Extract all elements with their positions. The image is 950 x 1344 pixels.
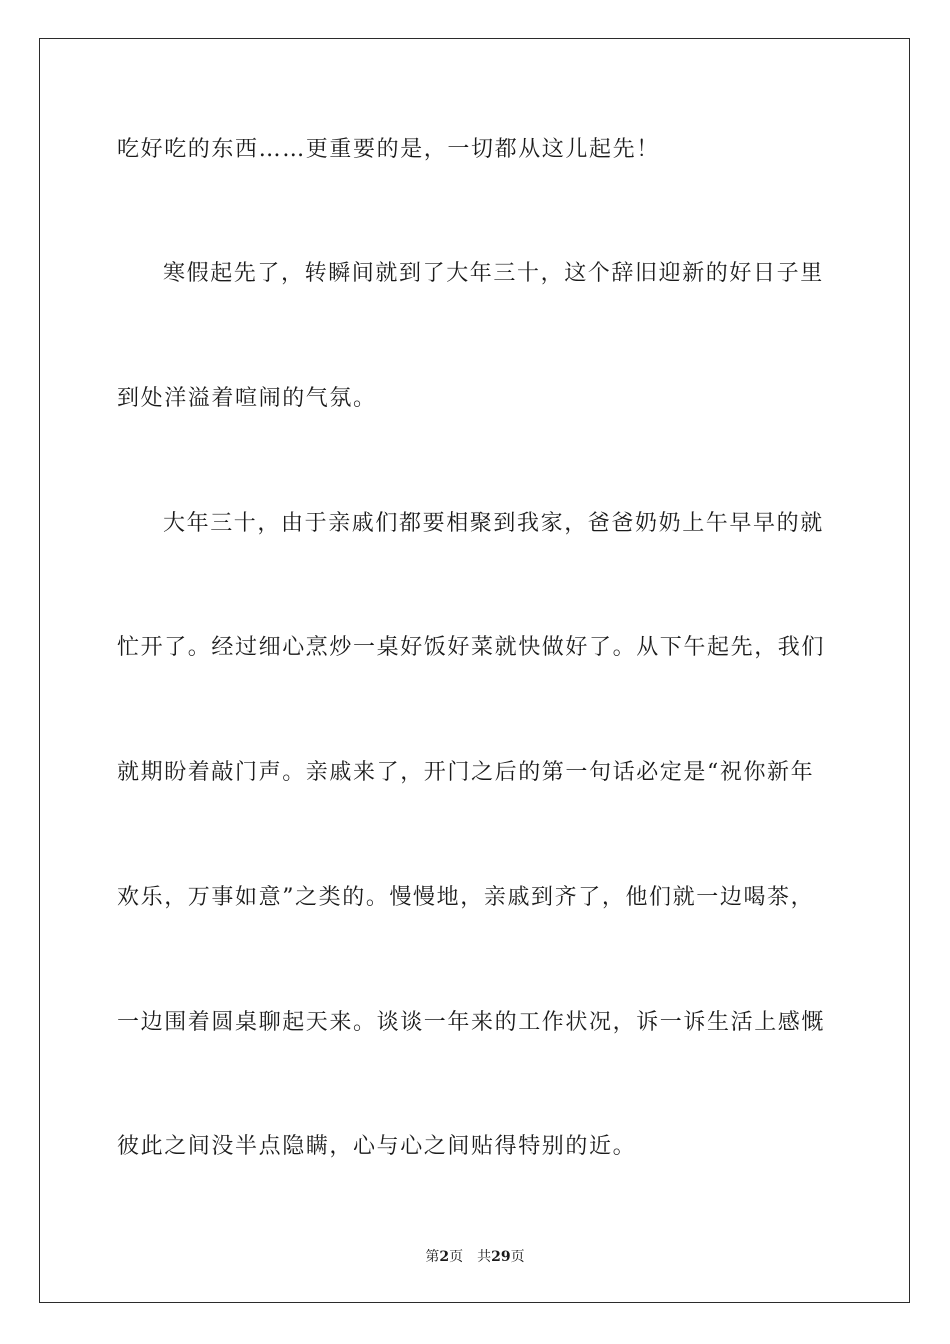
page-border [39, 38, 910, 1303]
text-line-3: 到处洋溢着喧闹的气氛。 [117, 386, 377, 411]
page-number: 2 [439, 1249, 450, 1265]
total-pages: 29 [491, 1249, 511, 1265]
text-line-6: 就期盼着敲门声。亲戚来了，开门之后的第一句话必定是“祝你新年 [117, 760, 815, 785]
page-prefix: 第 [425, 1249, 440, 1265]
text-line-9: 彼此之间没半点隐瞒，心与心之间贴得特别的近。 [117, 1134, 637, 1159]
page-suffix: 页 [449, 1249, 464, 1265]
text-line-1: 吃好吃的东西……更重要的是，一切都从这儿起先！ [117, 137, 660, 162]
text-line-2: 寒假起先了，转瞬间就到了大年三十，这个辞旧迎新的好日子里 [163, 261, 824, 286]
text-line-7: 欢乐，万事如意”之类的。慢慢地，亲戚到齐了，他们就一边喝茶， [117, 885, 815, 910]
total-suffix: 页 [510, 1249, 525, 1265]
text-line-4: 大年三十，由于亲戚们都要相聚到我家，爸爸奶奶上午早早的就 [163, 511, 824, 536]
text-line-8: 一边围着圆桌聊起天来。谈谈一年来的工作状况，诉一诉生活上感慨 [117, 1010, 826, 1035]
total-prefix: 共 [477, 1249, 492, 1265]
page-footer [0, 1248, 950, 1266]
text-line-5: 忙开了。经过细心烹炒一桌好饭好菜就快做好了。从下午起先，我们 [117, 635, 826, 660]
